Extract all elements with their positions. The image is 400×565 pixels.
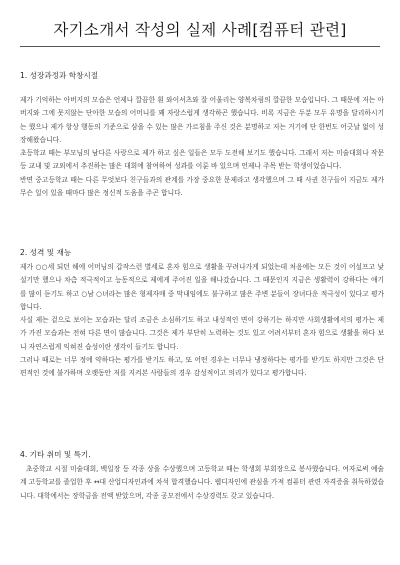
- paragraph: 초등학교 때는 부모님의 남다른 사랑으로 제가 하고 싶은 일들은 모두 도전해 보기도 했습니다. 그래서 저는 미술대회나 작문 등 교내 및 교외에서 추진하는 많은 대회에 참여하여 성과를 이룬 바 있으며 언제나 주목 받는 학생이었습니다.: [20, 149, 384, 171]
- paragraph: 제가 기억하는 아버지의 모습은 언제나 깔끔한 흰 와이셔츠와 잘 어울리는 양복차림의 깔끔한 모습입니다. 그 때문에 저는 아버지와 그에 못지않는 단아한 모습의 어머니를 꽤 자랑스럽게 생각하곤 했습니다. 비록 지금은 두분 모두 유명을 달리하시기는 했으나 제가 항상 행동의 기준으로 삼을 수 있는 많은 가르침을 주신 것은 분명하고 저는 거기에 단 한번도 어긋날 없이 성장해왔습니다.: [20, 96, 384, 144]
- paragraph: 초중학교 시절 미술대회, 백일장 등 각종 상을 수상했으며 고등학교 때는 학생회 부회장으로 봉사했습니다. 여자로써 예술계 고등학교를 졸업한 후 ↔대 산업디자인과에 차석 합격했습니다. 웹디자인에 관심을 가져 컴퓨터 관련 자격증을 취득하였습니다. 대학에서는 장학금을 전액 받았으며, 각종 공모전에서 수상경력도 갖고 있습니다.: [20, 465, 384, 500]
- section-growth: [20, 70, 384, 200]
- paragraph: 반면 중고등학교 때는 다른 무엇보다 친구들과의 관계를 가장 중요한 문제라고 생각했으며 그 때 사귄 친구들이 지금도 제가 무슨 일이 있을 때마다 많은 정신적 도움을 주곤 합니다.: [20, 175, 384, 198]
- section-hobbies: [20, 449, 384, 503]
- section-heading: 4. 기타 취미 및 특기.: [20, 450, 91, 459]
- paragraph: 사실 제는 겉으로 보이는 모습과는 달리 조금은 소심하기도 하고 내성적인 면이 강하기는 하지만 사회생활에서의 평가는 제가 가진 모습과는 전혀 다른 면이 많습니다. 그것은 제가 부단히 노력하는 것도 있고 어려서부터 혼자 힘으로 생활을 하다 보니 자연스럽게 익혀진 습성이란 생각이 들기도 합니다.: [20, 316, 384, 351]
- section-heading: 2. 성격 및 재능: [20, 248, 72, 257]
- section-personality: [20, 247, 384, 381]
- paragraph: 제가 ○○세 되던 해에 어머님의 갑작스런 별세로 혼자 힘으로 생활을 꾸려나가게 되었는데 처음에는 모든 것이 어설프고 낯설기만 했으나 차츰 적극적이고 능동적으로 제에게 주어진 일을 해나갔습니다. 그 때문인지 지금은 생활력이 강하다는 얘기를 많이 듣기도 하고 ○남 ○녀라는 많은 형제자매 중 막내임에도 불구하고 많은 주변 분들이 장녀다운 적극성이 있다고 평가합니다.: [20, 263, 384, 311]
- title-divider: [20, 46, 380, 47]
- paragraph: 그러나 때로는 너무 정에 약하다는 평가를 받기도 하고, 또 어떤 경우는 너무나 냉정하다는 평가를 받기도 하지만 그것은 단편적인 것에 불가하며 오랫동안 저를 지켜본 사람들의 경우 감성적이고 의리가 있다고 평가합니다.: [20, 356, 384, 378]
- document-title: 자기소개서 작성의 실제 사례[컴퓨터 관련]: [53, 21, 347, 39]
- section-heading: 1. 성장과정과 학창시절: [20, 71, 99, 80]
